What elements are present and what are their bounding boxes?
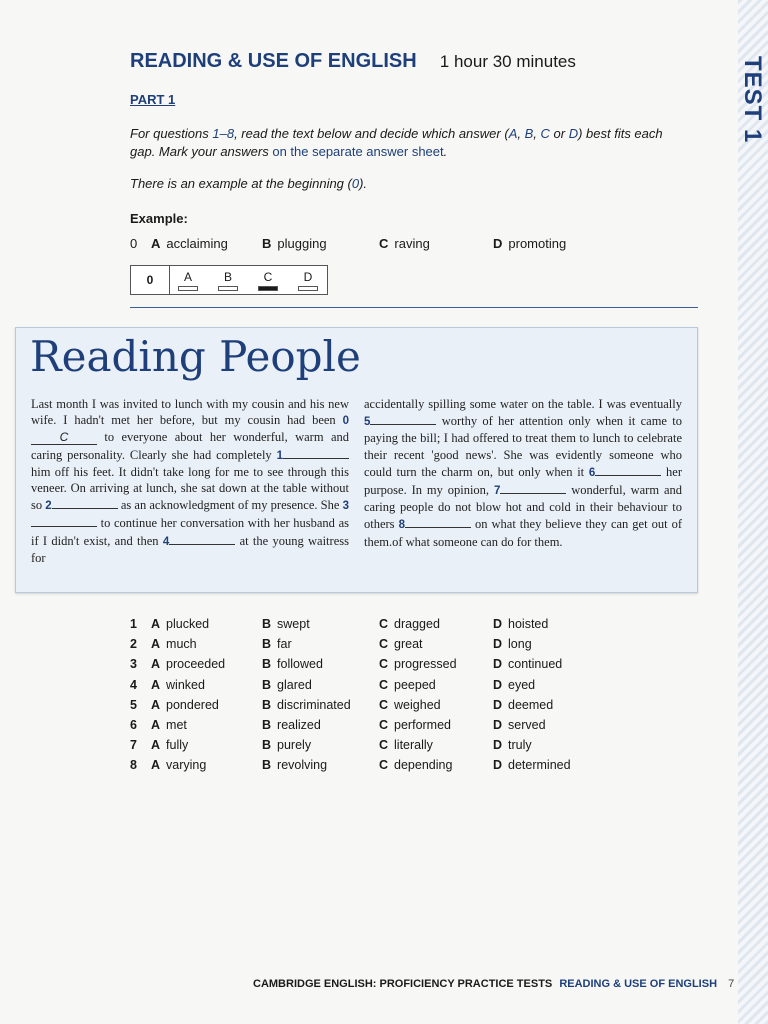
option	[379, 617, 440, 631]
answer-option-a	[177, 270, 199, 291]
option	[493, 718, 546, 732]
option-letter: A	[151, 758, 161, 773]
gap-number: 3	[342, 500, 349, 513]
instr-text: , read the text below and decide which answer (	[234, 126, 509, 141]
option	[493, 678, 535, 692]
option-letter: D	[493, 758, 503, 773]
option-word: acclaiming	[166, 236, 228, 251]
option-word: depending	[394, 758, 453, 773]
gap-number: 5	[364, 416, 371, 429]
passage-text: at the young waitress for	[31, 533, 349, 565]
option-word: performed	[394, 717, 452, 732]
option	[151, 657, 225, 671]
instr-letter: B	[524, 126, 534, 141]
option	[379, 758, 452, 772]
footer-section: READING & USE OF ENGLISH	[559, 978, 718, 990]
answer-mark	[218, 286, 238, 291]
gap-number: 4	[162, 535, 170, 548]
answer-letter: A	[183, 270, 192, 284]
option-word: winked	[166, 677, 205, 692]
option	[262, 738, 311, 752]
option-letter: A	[151, 738, 161, 753]
option-letter: B	[262, 637, 272, 652]
instr-letter: C	[540, 126, 550, 141]
gap-blank	[52, 496, 118, 509]
option-word: served	[508, 717, 546, 732]
option-letter: D	[493, 617, 503, 631]
gap-blank	[500, 481, 566, 494]
question-number: 2	[130, 637, 137, 652]
option	[151, 637, 197, 651]
option-letter: B	[262, 236, 272, 251]
passage-text: to everyone about her wonderful, warm and caring personality. Clearly she had completely	[31, 430, 349, 462]
option-letter: B	[262, 617, 272, 631]
option	[493, 738, 532, 752]
question-row	[130, 758, 610, 778]
answer-options-list	[130, 617, 610, 779]
example-option-c	[379, 236, 430, 251]
instr-text: ) best fits each gap. Mark your answers	[130, 126, 663, 159]
option	[493, 698, 553, 712]
passage-text: him off his feet. It didn't take long for me to see through this veneer. On arriving at lunch, she sat down at the table without so	[31, 464, 349, 513]
example-note-num: 0	[351, 176, 360, 191]
answer-mark	[298, 286, 318, 291]
passage-text: wonderful, warm and caring people do not blow hot and cold in their behaviour to others	[364, 483, 682, 532]
option-word: revolving	[277, 758, 328, 773]
part-label: PART 1	[130, 92, 176, 107]
passage-text: as an acknowledgment of my presence. She	[117, 498, 343, 513]
option-word: fully	[166, 738, 189, 753]
gap-blank	[595, 463, 661, 476]
passage-text: accidentally spilling some water on the table. I was eventually	[364, 397, 682, 411]
option-letter: B	[262, 758, 272, 773]
instructions: For questions 1–8, read the text below and decide which answer (A, B, C or D) best fits each gap. Mark your answers on the separate answer sheet.	[130, 126, 663, 159]
side-stripe	[738, 0, 768, 1024]
option-word: peeped	[394, 677, 436, 692]
question-row	[130, 738, 610, 758]
example-option-a	[151, 236, 228, 251]
example-answer-box	[130, 265, 328, 295]
option-letter: D	[493, 738, 503, 753]
section-title: READING & USE OF ENGLISH	[130, 50, 417, 72]
option-letter: D	[493, 697, 503, 712]
option	[262, 718, 321, 732]
option-letter: D	[493, 677, 503, 692]
instr-text: For questions	[130, 126, 213, 141]
gap-number: 7	[493, 485, 501, 498]
question-row	[130, 678, 610, 698]
option-letter: A	[151, 236, 161, 251]
gap-number: 1	[276, 449, 283, 462]
option-letter: A	[151, 697, 161, 712]
option	[379, 637, 423, 651]
instr-letter: D	[568, 126, 579, 141]
section-divider	[130, 307, 698, 308]
option-letter: B	[262, 717, 272, 732]
page-header	[130, 50, 576, 73]
passage-column-left	[31, 396, 349, 566]
answer-letter: C	[263, 270, 273, 284]
option	[151, 698, 219, 712]
option-word: glared	[277, 677, 312, 692]
option	[379, 657, 457, 671]
option-word: long	[508, 637, 532, 652]
answer-option-b	[217, 270, 239, 291]
option-letter: D	[493, 717, 503, 732]
option	[379, 698, 441, 712]
page-footer	[253, 978, 734, 990]
option	[151, 758, 206, 772]
question-row	[130, 698, 610, 718]
option	[493, 657, 562, 671]
answer-letter: B	[223, 270, 232, 284]
question-row	[130, 657, 610, 677]
passage-text: to continue her conversation with her husband as if I didn't exist, and then	[31, 516, 349, 548]
option-letter: D	[493, 637, 503, 652]
answer-box-number: 0	[131, 266, 170, 294]
option-word: hoisted	[508, 617, 549, 631]
question-number: 7	[130, 738, 137, 753]
example-option-b	[262, 236, 327, 251]
option-word: much	[166, 637, 197, 652]
gap-number: 6	[588, 466, 596, 479]
option-word: deemed	[508, 697, 554, 712]
instr-letter: A	[508, 126, 518, 141]
option-letter: B	[262, 657, 272, 672]
passage-column-right	[364, 396, 682, 550]
gap-example-answer: C	[31, 432, 97, 445]
gap-blank	[370, 412, 436, 425]
answer-option-d	[297, 270, 319, 291]
option-word: proceeded	[166, 657, 226, 672]
option-letter: A	[151, 617, 161, 631]
gap-number: 2	[45, 500, 52, 513]
option-letter: C	[379, 657, 389, 672]
option-word: continued	[508, 657, 563, 672]
option-letter: A	[151, 637, 161, 652]
option	[262, 758, 327, 772]
option-letter: D	[493, 236, 503, 251]
gap-blank	[405, 515, 471, 528]
option-word: literally	[394, 738, 433, 753]
question-row	[130, 637, 610, 657]
option-letter: C	[379, 637, 389, 652]
option-letter: C	[379, 236, 389, 251]
option-letter: C	[379, 738, 389, 753]
option-word: promoting	[508, 236, 567, 251]
option-letter: C	[379, 697, 389, 712]
example-option-d	[493, 236, 566, 251]
example-note-text: There is an example at the beginning (	[130, 176, 352, 191]
question-number: 4	[130, 677, 137, 692]
option-word: eyed	[508, 677, 536, 692]
option-word: dragged	[394, 617, 440, 631]
option	[262, 617, 310, 631]
option-word: far	[277, 637, 292, 652]
option	[379, 678, 436, 692]
option	[151, 678, 205, 692]
option-word: swept	[277, 617, 310, 631]
option	[262, 678, 312, 692]
option-letter: B	[262, 738, 272, 753]
question-number: 8	[130, 758, 137, 773]
option-word: varying	[166, 758, 207, 773]
option-letter: C	[379, 717, 389, 732]
option-letter: B	[262, 677, 272, 692]
option	[493, 758, 571, 772]
option-letter: C	[379, 677, 389, 692]
option-letter: C	[379, 617, 389, 631]
gap-blank	[283, 446, 349, 459]
answer-mark	[258, 286, 278, 291]
option-letter: D	[493, 657, 503, 672]
example-note	[130, 176, 367, 191]
question-row	[130, 718, 610, 738]
footer-series: CAMBRIDGE ENGLISH: PROFICIENCY PRACTICE TESTS	[253, 978, 553, 990]
option	[262, 637, 292, 651]
answer-letter: D	[303, 270, 313, 284]
option-word: met	[166, 717, 187, 732]
gap-blank	[31, 514, 97, 527]
example-options-row	[130, 236, 730, 254]
question-number: 5	[130, 697, 137, 712]
option-word: determined	[508, 758, 571, 773]
option-word: truly	[508, 738, 532, 753]
option	[262, 698, 351, 712]
passage-text: her purpose. In my opinion,	[364, 464, 682, 498]
option-word: followed	[277, 657, 323, 672]
option	[151, 718, 187, 732]
example-note-end: ).	[359, 176, 368, 191]
gap-blank	[169, 532, 235, 545]
option	[493, 637, 532, 651]
option	[379, 718, 451, 732]
option-letter: A	[151, 717, 161, 732]
instr-range: 1–8	[212, 126, 235, 141]
option-word: plugging	[277, 236, 327, 251]
question-number: 1	[130, 617, 137, 631]
option-word: discriminated	[277, 697, 351, 712]
passage-text: worthy of her attention only when it came to paying the bill; I had offered to treat them to lunch to celebrate their recent 'good news'. She was evidently someone who could turn the charm on, but only when it	[364, 414, 682, 479]
option	[151, 617, 209, 631]
question-row	[130, 617, 610, 637]
instr-emphasis: on the separate answer sheet	[272, 144, 444, 159]
answer-option-c	[257, 270, 279, 291]
option-letter: C	[379, 758, 389, 773]
option-word: realized	[277, 717, 321, 732]
gap-number: 0	[342, 415, 349, 428]
answer-mark	[178, 286, 198, 291]
passage-text: on what they believe they can get out of them.of what someone can do for them.	[364, 517, 682, 549]
option-word: weighed	[394, 697, 441, 712]
option-word: progressed	[394, 657, 457, 672]
option-letter: A	[151, 677, 161, 692]
passage-text: Last month I was invited to lunch with my cousin and his new wife. I hadn't met her before, but my cousin had been	[31, 397, 349, 428]
duration-label: 1 hour 30 minutes	[439, 52, 576, 71]
option-word: pondered	[166, 697, 219, 712]
option	[379, 738, 433, 752]
option	[493, 617, 548, 631]
page-number: 7	[728, 978, 735, 990]
option	[151, 738, 188, 752]
test-tab-label: TEST 1	[739, 56, 766, 144]
example-number: 0	[130, 236, 138, 251]
option-word: purely	[277, 738, 312, 753]
gap-number: 8	[398, 519, 405, 532]
question-number: 3	[130, 657, 137, 672]
option-word: raving	[394, 236, 430, 251]
option-letter: B	[262, 697, 272, 712]
passage-title: Reading People	[30, 332, 361, 381]
option-word: plucked	[166, 617, 210, 631]
example-label: Example:	[130, 211, 188, 226]
option	[262, 657, 323, 671]
instr-text: .	[443, 144, 448, 159]
option-word: great	[394, 637, 423, 652]
option-letter: A	[151, 657, 161, 672]
question-number: 6	[130, 717, 137, 732]
